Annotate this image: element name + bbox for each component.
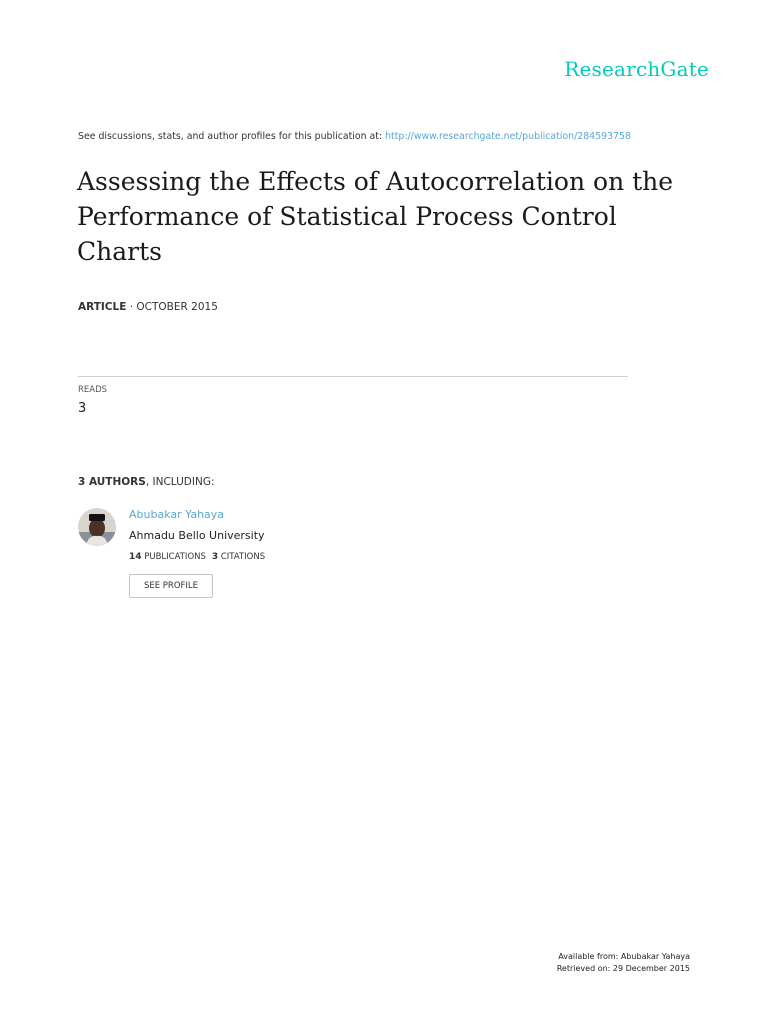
article-meta <box>78 301 218 313</box>
reads-value: 3 <box>78 401 87 416</box>
article-type: ARTICLE <box>78 301 127 313</box>
retrieved-on: Retrieved on: 29 December 2015 <box>556 964 690 973</box>
citations-count: 3 <box>211 552 219 562</box>
discussions-notice <box>78 131 631 142</box>
author-avatar[interactable] <box>78 508 116 546</box>
discussions-text: See discussions, stats, and author profiles for this publication at: <box>78 131 386 142</box>
author-name-link[interactable]: Abubakar Yahaya <box>129 508 225 521</box>
reads-label: READS <box>78 385 108 395</box>
available-from: Available from: Abubakar Yahaya <box>558 952 690 961</box>
retrieval-footer <box>557 951 690 975</box>
citations-label: CITATIONS <box>220 552 266 562</box>
author-stats <box>129 552 265 562</box>
author-institution: Ahmadu Bello University <box>129 529 265 542</box>
divider <box>78 376 628 377</box>
meta-separator: · <box>126 301 137 313</box>
article-title: Assessing the Effects of Autocorrelation on the Performance of Statistical Process Control Charts <box>77 167 674 266</box>
researchgate-logo[interactable]: ResearchGate <box>564 57 709 81</box>
authors-including: , INCLUDING: <box>145 476 215 488</box>
publication-link[interactable]: http://www.researchgate.net/publication/284593758 <box>385 131 631 142</box>
publications-label: PUBLICATIONS <box>144 552 206 562</box>
authors-heading <box>78 476 215 488</box>
authors-count: 3 AUTHORS <box>78 476 146 488</box>
see-profile-button[interactable]: SEE PROFILE <box>129 574 213 598</box>
article-date: OCTOBER 2015 <box>136 301 218 313</box>
publications-count: 14 <box>129 552 142 562</box>
author-photo <box>78 508 116 546</box>
